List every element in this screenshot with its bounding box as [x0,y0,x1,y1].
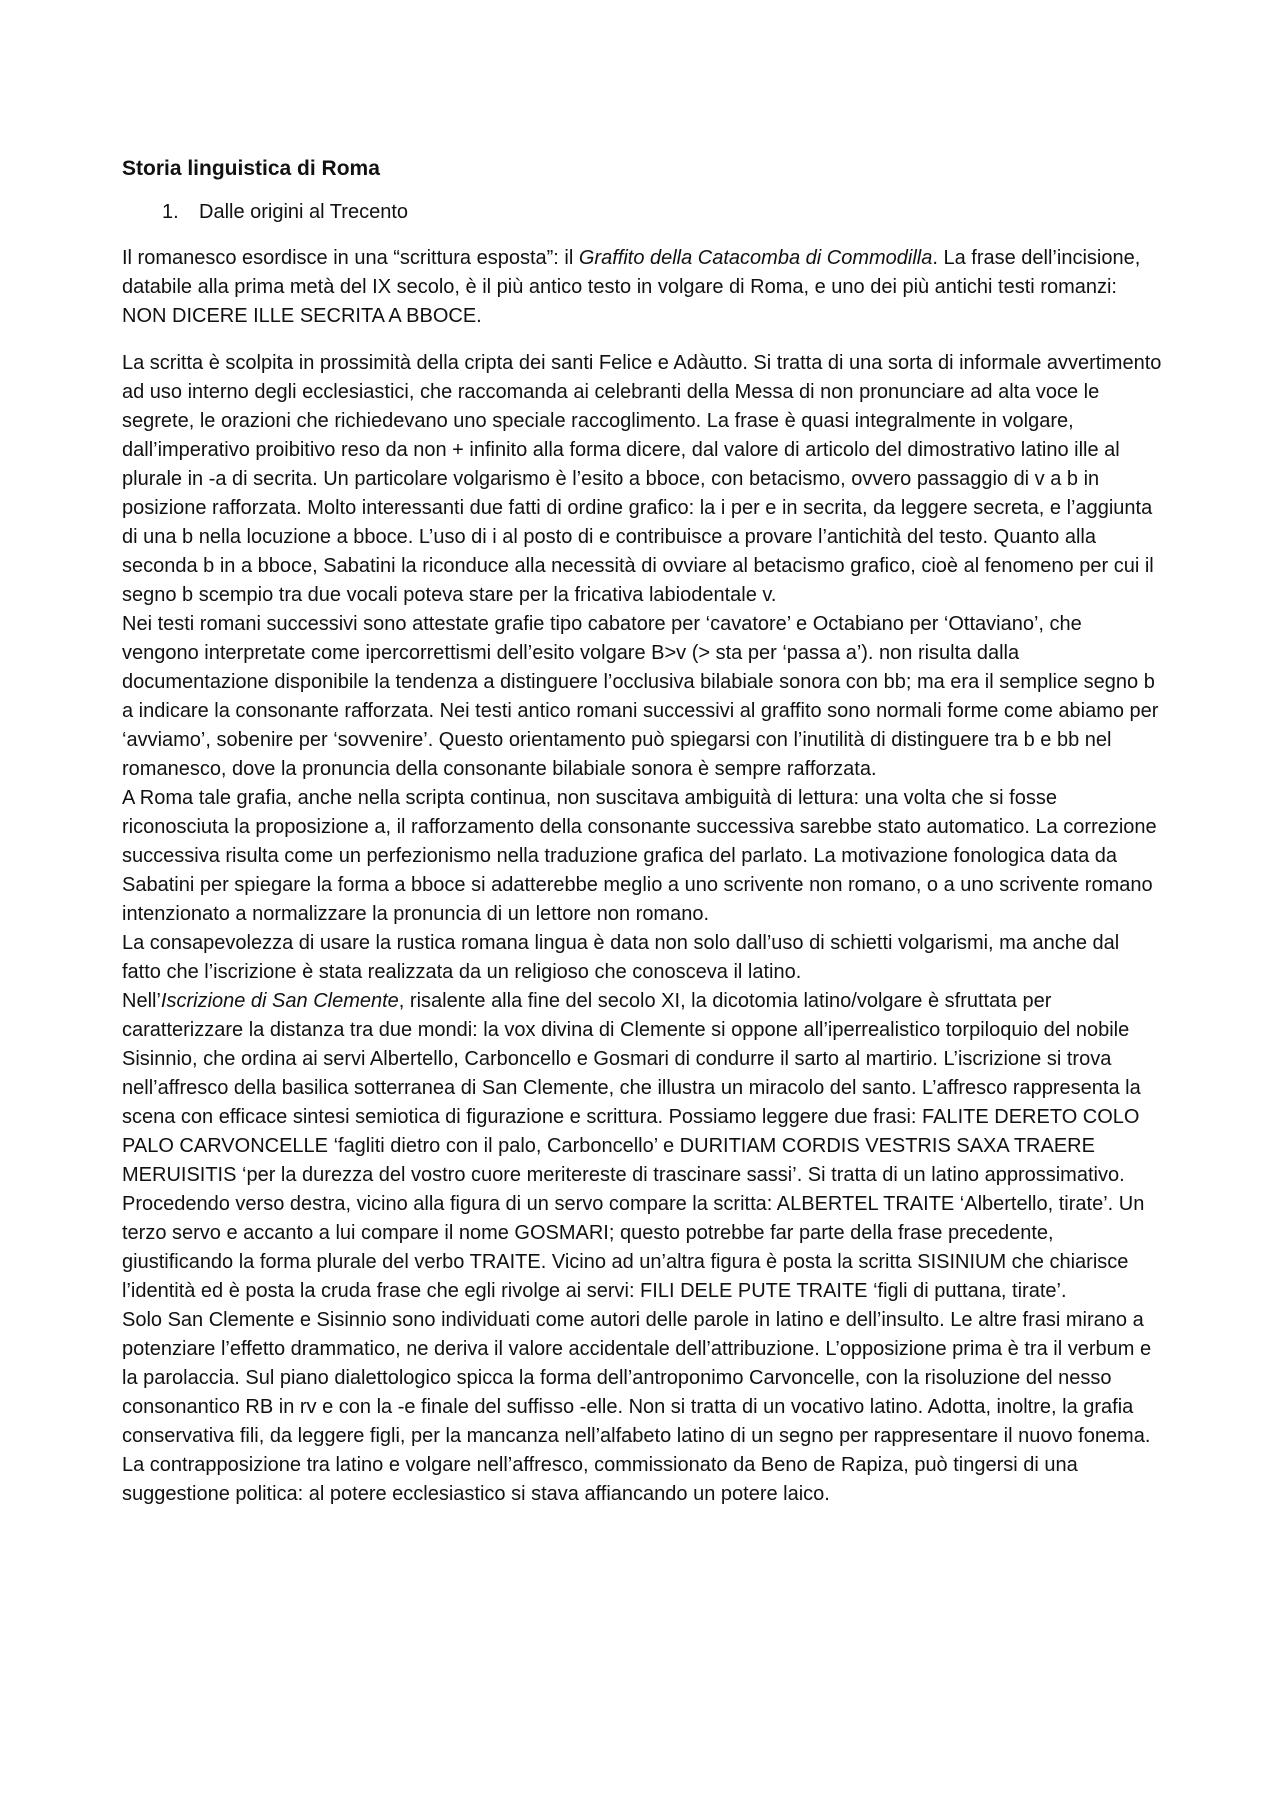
paragraph-8: La contrapposizione tra latino e volgare nell’affresco, commissionato da Beno de Rapiza, può tingersi di una suggestione politica: al potere ecclesiastico si stava affiancando un potere laico. [122,1454,1078,1505]
paragraph-6 [122,987,1162,1306]
paragraph-1-italic: Graffito della Catacomba di Commodilla [578,247,933,269]
document-body [122,154,1162,1509]
section-heading [162,198,1162,227]
document-title: Storia linguistica di Roma [122,157,380,180]
paragraph-7: Solo San Clemente e Sisinnio sono individuati come autori delle parole in latino e dell’insulto. Le altre frasi mirano a potenziare l’effetto drammatico, ne deriva il valore accidentale dell’attribuzione. L’opposizione prima è tra il verbum e la parolaccia. Sul piano dialettologico spicca la forma dell’antroponimo Carvoncelle, con la risoluzione del nesso consonantico RB in rv e con la -e finale del suffisso -elle. Non si tratta di un vocativo latino. Adotta, inoltre, la grafia conservativa fili, da leggere figli, per la mancanza nell’alfabeto latino di un segno per rappresentare il nuovo fonema. [122,1309,1152,1447]
paragraph-6-part-2: , risalente alla fine del secolo XI, la dicotomia latino/volgare è sfruttata per caratterizzare la distanza tra due mondi: la vox divina di Clemente si oppone all’iperrealistico torpiloquio del nobile Sisinnio, che ordina ai servi Albertello, Carboncello e Gosmari di condurre il sarto al martirio. L’iscrizione si trova nell’affresco della basilica sotterranea di San Clemente, che illustra un miracolo del santo. L’affresco rappresenta la scena con efficace sintesi semiotica di figurazione e scrittura. Possiamo leggere due frasi: FALITE DERETO COLO PALO CARVONCELLE ‘fagliti dietro con il palo, Carboncello’ e DURITIAM CORDIS VESTRIS SAXA TRAERE MERUISITIS ‘per la durezza del vostro cuore meritereste di trascinare sassi’. Si tratta di un latino approssimativo. Procedendo verso destra, vicino alla figura di un servo compare la scritta: ALBERTEL TRAITE ‘Albertello, tirate’. Un terzo servo e accanto a lui compare il nome GOSMARI; questo potrebbe far parte della frase precedente, giustificando la forma plurale del verbo TRAITE. Vicino ad un’altra figura è posta la scritta SISINIUM che chiarisce l’identità ed è posta la cruda frase che egli rivolge ai servi: FILI DELE PUTE TRAITE ‘figli di puttana, tirate’. [122,990,1145,1302]
paragraph-1 [122,244,1162,331]
section-title: Dalle origini al Trecento [199,201,408,223]
paragraph-2: La scritta è scolpita in prossimità della cripta dei santi Felice e Adàutto. Si tratta di una sorta di informale avvertimento ad uso interno degli ecclesiastici, che raccomanda ai celebranti della Messa di non pronunciare ad alta voce le segrete, le orazioni che richiedevano uno speciale raccoglimento. La frase è quasi integralmente in volgare, dall’imperativo proibitivo reso da non + infinito alla forma dicere, dal valore di articolo del dimostrativo latino ille al plurale in -a di secrita. Un particolare volgarismo è l’esito a bboce, con betacismo, ovvero passaggio di v a b in posizione rafforzata. Molto interessanti due fatti di ordine grafico: la i per e in secrita, da leggere secreta, e l’aggiunta di una b nella locuzione a bboce. L’uso di i al posto di e contribuisce a provare l’antichità del testo. Quanto alla seconda b in a bboce, Sabatini la riconduce alla necessità di ovviare al betacismo grafico, cioè al fenomeno per cui il segno b scempio tra due vocali poteva stare per la fricativa labiodentale v. [122,352,1162,606]
paragraph-3: Nei testi romani successivi sono attestate grafie tipo cabatore per ‘cavatore’ e Octabiano per ‘Ottaviano’, che vengono interpretate come ipercorrettismi dell’esito volgare B>v (> sta per ‘passa a’). non risulta dalla documentazione disponibile la tendenza a distinguere l’occlusiva bilabiale sonora con bb; ma era il semplice segno b a indicare la consonante rafforzata. Nei testi antico romani successivi al graffito sono normali forme come abiamo per ‘avviamo’, sobenire per ‘sovvenire’. Questo orientamento può spiegarsi con l’inutilità di distinguere tra b e bb nel romanesco, dove la pronuncia della consonante bilabiale sonora è sempre rafforzata. [122,613,1159,780]
section-number: 1. [162,201,179,223]
paragraph-6-italic: Iscrizione di San Clemente [160,990,399,1012]
paragraph-1-part-1: Il romanesco esordisce in una “scrittura esposta”: il [122,247,579,269]
paragraph-5: La consapevolezza di usare la rustica romana lingua è data non solo dall’uso di schietti volgarismi, ma anche dal fatto che l’iscrizione è stata realizzata da un religioso che conosceva il latino. [122,932,1120,983]
paragraph-6-part-1: Nell’ [122,990,161,1012]
paragraph-1-part-2: . La frase dell’incisione, databile alla prima metà del IX secolo, è il più antico testo in volgare di Roma, e uno dei più antichi testi romanzi: NON DICERE ILLE SECRITA A BBOCE. [122,247,1141,327]
paragraph-4: A Roma tale grafia, anche nella scripta continua, non suscitava ambiguità di lettura: una volta che si fosse riconosciuta la proposizione a, il rafforzamento della consonante successiva sarebbe stato automatico. La correzione successiva risulta come un perfezionismo nella traduzione grafica del parlato. La motivazione fonologica data da Sabatini per spiegare la forma a bboce si adatterebbe meglio a uno scrivente non romano, o a uno scrivente romano intenzionato a normalizzare la pronuncia di un lettore non romano. [122,787,1157,925]
